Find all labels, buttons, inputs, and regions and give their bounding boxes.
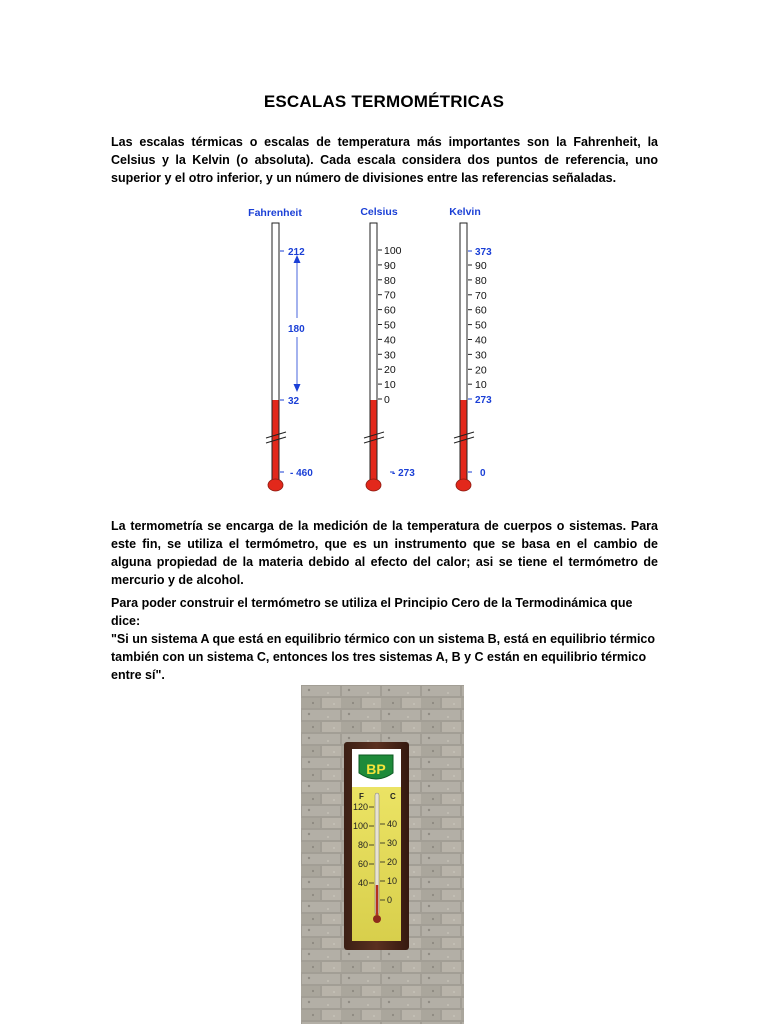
fahrenheit-label: Fahrenheit (248, 207, 302, 219)
photo-celsius-tick-label: 30 (387, 838, 398, 848)
celsius-label: Celsius (360, 206, 398, 218)
fahrenheit-32: 32 (288, 396, 300, 407)
celsius-tick-label: 70 (384, 289, 396, 302)
photo-celsius-tick-label: 20 (387, 857, 398, 867)
celsius-tick-label: 60 (384, 304, 396, 317)
celsius-tick-label: 50 (384, 319, 396, 332)
celsius-tick-label: 30 (384, 349, 396, 362)
kelvin-tick-label: 30 (475, 349, 487, 362)
photo-celsius-tick-label: 40 (387, 819, 398, 829)
kelvin-373: 373 (475, 247, 492, 258)
kelvin-tick-label: 10 (475, 379, 487, 392)
photo-celsius-tick-label: 10 (387, 876, 398, 886)
kelvin-tick-label: 60 (475, 304, 487, 317)
zeroth-law-quote: "Si un sistema A que está en equilibrio térmico con un sistema B, está en equilibrio térmico también con un sistema C, entonces los tres sistemas A, B y C están en equilibrio térmico entre sí". (111, 632, 656, 682)
photo-fahrenheit-tick-label: 60 (357, 859, 368, 869)
zeroth-law-intro: Para poder construir el termómetro se utiliza el Principio Cero de la Termodinámica que dice: (111, 596, 633, 628)
kelvin-thermometer (454, 223, 474, 491)
kelvin-273: 273 (475, 395, 492, 406)
celsius-tick-label: 10 (384, 379, 396, 392)
kelvin-tick-label: 80 (475, 274, 487, 287)
kelvin-tick-label: 50 (475, 319, 487, 332)
page-title: ESCALAS TERMOMÉTRICAS (263, 92, 505, 111)
kelvin-tick-label: 20 (475, 364, 487, 377)
celsius-tick-label: 20 (384, 364, 396, 377)
photo-celsius-tick-label: 0 (387, 895, 393, 905)
celsius-tick-label: 90 (384, 259, 396, 272)
kelvin-tick-label: 70 (475, 289, 487, 302)
celsius-tick-label: 100 (384, 245, 402, 257)
photo-f-letter: F (359, 792, 364, 801)
celsius-minus-273: - 273 (392, 468, 415, 479)
fahrenheit-212: 212 (288, 247, 305, 258)
photo-fahrenheit-tick-label: 40 (357, 878, 368, 888)
celsius-tick-labels (378, 245, 402, 406)
photo-fahrenheit-tick-label: 100 (352, 821, 368, 831)
fahrenheit-minus-460: - 460 (290, 468, 313, 479)
kelvin-zero: 0 (480, 468, 486, 479)
celsius-tick-label: 0 (384, 394, 390, 406)
kelvin-tick-label: 90 (475, 260, 487, 272)
kelvin-tick-labels (468, 260, 487, 391)
thermometer-scales-diagram (230, 200, 530, 500)
intro-paragraph: Las escalas térmicas o escalas de temperatura más importantes son la Fahrenheit, la Celsius y la Kelvin (o absoluta). Cada escala considera dos puntos de referencia, uno superior y el otro inferior, y un número de divisiones entre las referencias señaladas. (111, 135, 658, 185)
thermometry-paragraph: La termometría se encarga de la medición de la temperatura de cuerpos o sistemas. Para este fin, se utiliza el termómetro, que es un instrumento que se basa en el cambio de alguna propiedad de la materia debido al efecto del calor; asi se tiene el termómetro de mercurio y de alcohol. (111, 519, 658, 587)
celsius-tick-label: 40 (384, 334, 396, 347)
fahrenheit-180: 180 (288, 324, 305, 335)
photo-fahrenheit-tick-label: 80 (357, 840, 368, 850)
fahrenheit-thermometer (266, 223, 301, 491)
photo-c-letter: C (390, 792, 396, 801)
bp-logo-text: BP (366, 761, 386, 777)
celsius-tick-label: 80 (384, 274, 396, 287)
kelvin-label: Kelvin (449, 206, 481, 218)
kelvin-tick-label: 40 (475, 334, 487, 347)
zeroth-law-paragraph (111, 594, 658, 684)
photo-fahrenheit-tick-label: 120 (352, 802, 368, 812)
bp-thermometer-photo (301, 685, 464, 1024)
